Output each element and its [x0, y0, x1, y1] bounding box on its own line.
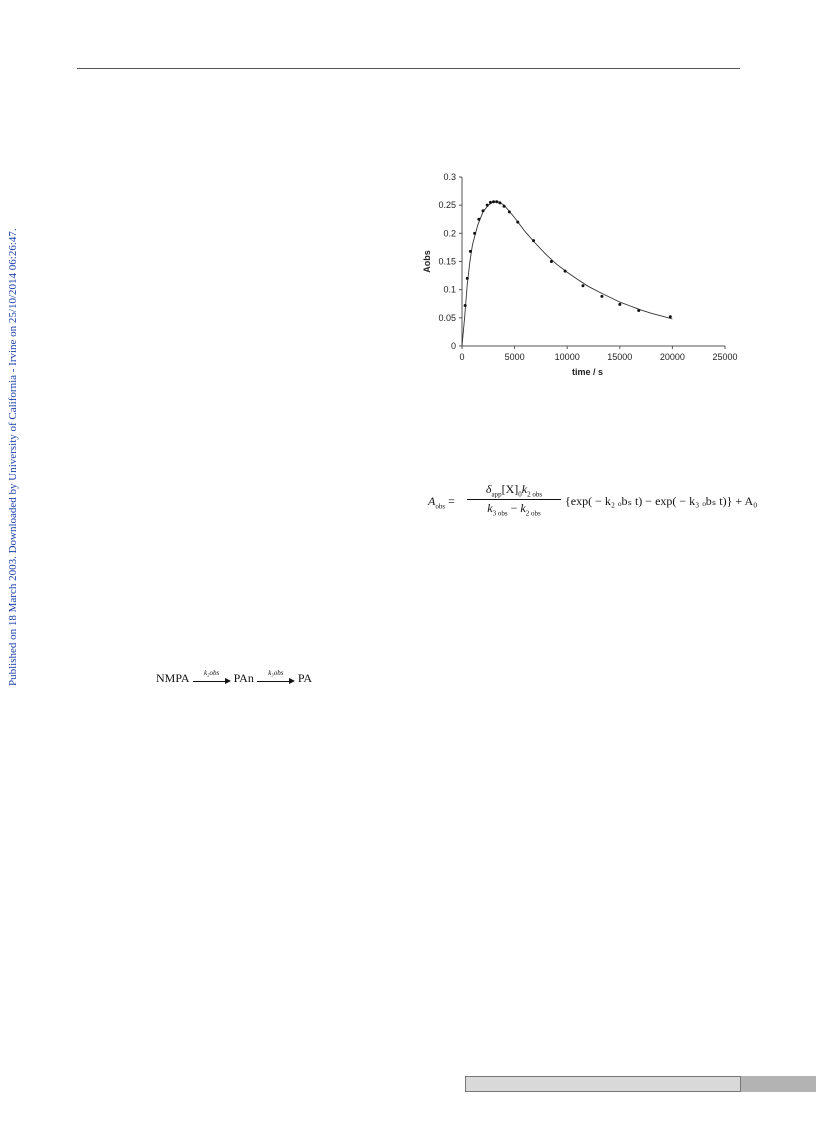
arrow-1-label: k₂obs [203, 669, 220, 678]
data-point [669, 315, 672, 318]
y-tick-label: 0.15 [438, 256, 456, 267]
x-tick-label: 20000 [659, 352, 685, 362]
reaction-arrow-2 [257, 671, 295, 685]
eq-symbol-a: A [428, 494, 436, 508]
footer-bar-main [465, 1076, 741, 1092]
x-tick-label: 0 [459, 352, 465, 362]
absorbance-time-chart [410, 165, 750, 380]
eq-sub-obs: obs [435, 502, 446, 511]
data-point [495, 200, 498, 203]
data-point [508, 210, 511, 213]
data-point [550, 260, 553, 263]
data-point [486, 204, 489, 207]
publication-note: Published on 18 March 2003. Downloaded by University of California - Irvine on 25/10/2014 06:26:47. [7, 228, 19, 686]
header-rule [77, 68, 740, 69]
data-point [516, 221, 519, 224]
data-point [477, 218, 480, 221]
data-point [464, 304, 467, 307]
scheme-product: PA [297, 670, 313, 685]
equation-rest: {exp( − k₂ ₒbₛ t) − exp( − k₃ ₒbₛ t)} + A₀ [565, 494, 758, 508]
eq-k-den1: k [487, 501, 493, 515]
data-point [498, 201, 501, 204]
eq-equals: = [448, 494, 455, 508]
scheme-intermediate: PAn [233, 670, 254, 685]
y-tick-label: 0.3 [443, 172, 456, 182]
rate-equation [428, 482, 758, 526]
y-tick-label: 0.1 [443, 284, 456, 295]
data-point [466, 277, 469, 280]
footer-bar-end [741, 1076, 816, 1092]
data-point [482, 209, 485, 212]
data-point [600, 295, 603, 298]
data-point [532, 239, 535, 242]
scheme-reactant: NMPA [156, 670, 190, 685]
data-point [469, 250, 472, 253]
equation-numerator [467, 482, 561, 500]
data-point [473, 232, 476, 235]
eq-k-num: k [521, 482, 528, 496]
y-tick-label: 0.25 [438, 200, 456, 211]
x-tick-label: 10000 [554, 352, 580, 362]
footer-bar [465, 1076, 816, 1092]
x-tick-label: 15000 [607, 352, 633, 362]
equation-fraction [467, 482, 561, 517]
equation-lhs [428, 494, 455, 510]
data-point [564, 270, 567, 273]
reaction-arrow-1 [193, 671, 231, 685]
eq-delta: δ [485, 482, 492, 496]
x-tick-label: 25000 [712, 352, 738, 362]
eq-minus: − [507, 501, 521, 515]
fit-curve-line [462, 202, 672, 346]
y-tick-label: 0 [450, 341, 456, 351]
x-axis-label: time / s [571, 367, 604, 377]
equation-denominator [467, 500, 561, 517]
arrow-2-label: k₃obs [268, 669, 284, 678]
data-point [489, 201, 492, 204]
data-point [503, 205, 506, 208]
eq-k-den2: k [520, 501, 526, 515]
data-point [618, 303, 621, 306]
reaction-scheme [156, 670, 312, 692]
eq-conc: [X] [501, 482, 519, 496]
data-point [492, 200, 495, 203]
data-point [637, 309, 640, 312]
eq-sub-k2: 2 obs [527, 490, 543, 499]
eq-sub-zero: 0 [518, 490, 522, 499]
eq-sub-k2-den: 2 obs [525, 509, 541, 518]
data-point [581, 284, 584, 287]
eq-sub-k3: 3 obs [492, 509, 508, 518]
x-tick-label: 5000 [504, 352, 525, 362]
y-axis-label: Aobs [422, 250, 432, 273]
eq-sub-app: app [491, 490, 502, 499]
y-tick-label: 0.2 [443, 228, 456, 239]
y-tick-label: 0.05 [438, 312, 456, 323]
